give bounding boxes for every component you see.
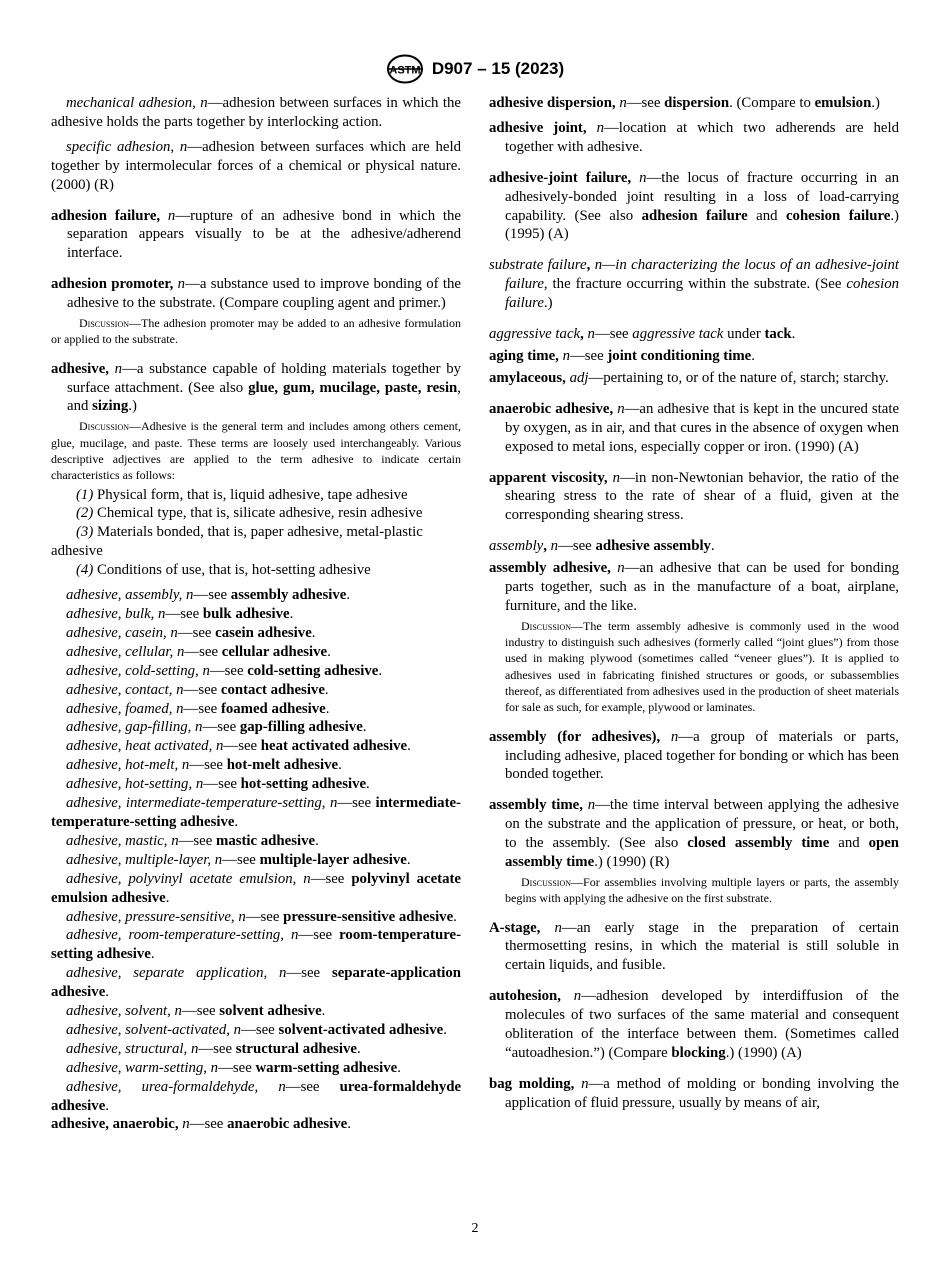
entry-adhesive-joint: adhesive joint, n—location at which two adherends are held together with adhesive. (489, 119, 899, 155)
entry-aging-time: aging time, n—see joint conditioning time. (489, 347, 755, 364)
see-entry: adhesive, heat activated, n—see heat activated adhesive. (66, 738, 411, 755)
entry-autohesion: autohesion, n—adhesion developed by interdiffusion of the molecules of two surfaces of the same material and consequent obliteration of the interface between them. (Sometimes called “autoadhesion.”) (Compare blocking.) (1990) (A) (489, 988, 899, 1061)
entry-bag-molding: bag molding, n—a method of molding or bonding involving the application of fluid pressure, usually by means of air, (489, 1075, 899, 1111)
right-column (489, 94, 899, 1113)
page-header (0, 54, 950, 84)
see-entry: adhesive, hot-melt, n—see hot-melt adhesive. (66, 757, 342, 774)
entry-amylaceous: amylaceous, adj—pertaining to, or of the nature of, starch; starchy. (489, 369, 889, 386)
entry-apparent-viscosity: apparent viscosity, n—in non-Newtonian behavior, the ratio of the shearing stress to the rate of shear of a fluid, given at the corresponding shearing stress. (489, 469, 900, 524)
svg-text:ASTM: ASTM (389, 64, 421, 77)
see-entry: adhesive, cold-setting, n—see cold-setting adhesive. (66, 662, 383, 679)
entry-adhesive-anaerobic: adhesive, anaerobic, n—see anaerobic adhesive. (51, 1116, 351, 1133)
page-number: 2 (471, 1221, 479, 1236)
entry-adhesion-promoter: adhesion promoter, n—a substance used to improve bonding of the adhesive to the substrate. (Compare coupling agent and primer.) (51, 276, 461, 312)
see-entry: adhesive, casein, n—see casein adhesive. (66, 624, 316, 641)
see-entry: adhesive, mastic, n—see mastic adhesive. (66, 832, 319, 849)
astm-logo-icon (386, 54, 424, 84)
entry-anaerobic-adhesive: anaerobic adhesive, n—an adhesive that is kept in the uncured state by oxygen, as in air, and that cures in the absence of oxygen when exposed to metal ions, especially copper or iron. (1990) (A) (489, 400, 900, 455)
discussion-adhesion-promoter: Discussion—The adhesion promoter may be added to an adhesive formulation or applied to the substrate. (51, 316, 461, 347)
entry-assembly: assembly, n—see adhesive assembly. (489, 538, 715, 555)
see-entry: adhesive, solvent-activated, n—see solvent-activated adhesive. (66, 1021, 447, 1038)
entry-a-stage: A-stage, n—an early stage in the preparation of certain thermosetting resins, in which the material is still soluble in certain liquids, and fusible. (489, 919, 900, 974)
see-entry: adhesive, separate application, n—see separate-application adhesive. (51, 965, 461, 1001)
entry-adhesive: adhesive, n—a substance capable of holding materials together by surface attachment. (See also glue, gum, mucilage, paste, resin, and sizing.) (51, 360, 461, 415)
list-item: (4) Conditions of use, that is, hot-setting adhesive (76, 562, 371, 579)
discussion-adhesive: Discussion—Adhesive is the general term and includes among others cement, glue, mucilage, and paste. These terms are loosely used interchangeably. Various descriptive adjectives are applied to the term adhesive to indicate certain characteristics as follows: (51, 419, 461, 483)
see-entry: adhesive, bulk, n—see bulk adhesive. (66, 606, 294, 622)
discussion-assembly-adhesive: Discussion—The term assembly adhesive is commonly used in the wood industry to distinguish such adhesives (formerly called “joint glues”) from those used in making plywood (sometimes called “veneer glues”). It is applied to adhesives used in fabricating finished structures or goods, or subassemblies thereof, as differentiated from adhesives used in the production of sheet materials for sale as such, for example, plywood or laminates. (505, 618, 899, 715)
see-entry: adhesive, foamed, n—see foamed adhesive. (66, 700, 330, 717)
see-entry: adhesive, pressure-sensitive, n—see pressure-sensitive adhesive. (66, 908, 457, 925)
see-entry: adhesive, solvent, n—see solvent adhesive. (66, 1003, 326, 1020)
entry-aggressive-tack: aggressive tack, n—see aggressive tack under tack. (489, 326, 796, 343)
see-entry: adhesive, polyvinyl acetate emulsion, n—see polyvinyl acetate emulsion adhesive. (51, 870, 461, 906)
see-entry: adhesive, multiple-layer, n—see multiple-layer adhesive. (66, 851, 411, 868)
adhesive-characteristics-list (51, 486, 461, 581)
list-item: (1) Physical form, that is, liquid adhesive, tape adhesive (76, 486, 408, 503)
see-entry: adhesive, structural, n—see structural adhesive. (66, 1040, 361, 1057)
see-entry: adhesive, intermediate-temperature-setting, n—see intermediate-temperature-setting adhesive. (51, 795, 461, 830)
list-item: (2) Chemical type, that is, silicate adhesive, resin adhesive (76, 505, 423, 522)
entry-assembly-time: assembly time, n—the time interval between applying the adhesive on the substrate and the application of pressure, or heat, or both, to the assembly. (See also closed assembly time and open assembly time.) (1990) (R) (489, 797, 899, 871)
see-entry: adhesive, warm-setting, n—see warm-setting adhesive. (66, 1059, 401, 1076)
left-column (51, 94, 461, 1134)
adhesive-see-list (51, 586, 461, 1115)
entry-adhesion-failure: adhesion failure, n—rupture of an adhesive bond in which the separation appears visually to be at the adhesive/adherend interface. (51, 207, 462, 262)
see-entry: adhesive, gap-filling, n—see gap-filling adhesive. (66, 719, 367, 736)
entry-adhesive-dispersion: adhesive dispersion, n—see dispersion. (Compare to emulsion.) (489, 95, 880, 111)
see-entry: adhesive, assembly, n—see assembly adhesive. (66, 587, 351, 604)
entry-assembly-adhesive: assembly adhesive, n—an adhesive that can be used for bonding parts together, such as in the manufacture of a boat, airplane, furniture, and the like. (489, 560, 899, 614)
see-entry: adhesive, room-temperature-setting, n—see room-temperature-setting adhesive. (51, 927, 462, 963)
entry-adhesive-joint-failure: adhesive-joint failure, n—the locus of fracture occurring in an adhesively-bonded joint resulting in a loss of load-carrying capability. (See also adhesion failure and cohesion failure.) (1995) (A) (489, 169, 899, 243)
entry-specific-adhesion: specific adhesion, n—adhesion between surfaces which are held together by intermolecular forces of a chemical or physical nature. (2000) (R) (51, 138, 461, 193)
see-entry: adhesive, urea-formaldehyde, n—see urea-formaldehyde adhesive. (51, 1078, 462, 1114)
see-entry: adhesive, cellular, n—see cellular adhesive. (66, 643, 331, 660)
document-id: D907 – 15 (2023) (431, 59, 565, 78)
discussion-assembly-time: Discussion—For assemblies involving multiple layers or parts, the assembly begins with applying the adhesive on the first substrate. (505, 874, 899, 906)
see-entry: adhesive, hot-setting, n—see hot-setting adhesive. (66, 776, 370, 793)
entry-mechanical-adhesion: mechanical adhesion, n—adhesion between surfaces in which the adhesive holds the parts together by interlocking action. (51, 95, 461, 130)
entry-assembly-for-adhesives: assembly (for adhesives), n—a group of materials or parts, including adhesive, placed together for bonding or which has been bonded together. (489, 728, 899, 783)
entry-substrate-failure: substrate failure, n—in characterizing the locus of an adhesive-joint failure, the fracture occurring within the substrate. (See cohesion failure.) (489, 257, 899, 312)
see-entry: adhesive, contact, n—see contact adhesive. (66, 681, 329, 698)
list-item: (3) Materials bonded, that is, paper adhesive, metal-plastic adhesive (51, 524, 423, 560)
